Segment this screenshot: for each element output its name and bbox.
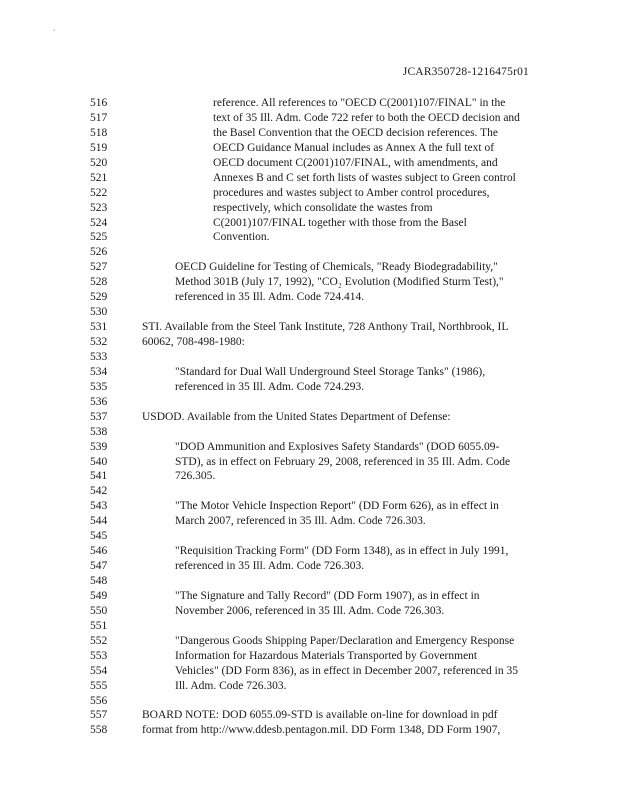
line-number: 548	[90, 575, 108, 587]
text-line	[0, 694, 619, 709]
text-line	[0, 216, 619, 231]
line-number: 544	[90, 515, 108, 528]
line-text: "Dangerous Goods Shipping Paper/Declaration and Emergency Response	[175, 634, 515, 647]
line-text: 726.305.	[175, 470, 216, 483]
text-line	[0, 455, 619, 470]
text-line	[0, 395, 619, 410]
text-line	[0, 245, 619, 260]
line-number: 526	[90, 246, 108, 259]
line-text: Annexes B and C set forth lists of wastes subject to Green control	[213, 171, 516, 184]
line-text: text of 35 Ill. Adm. Code 722 refer to both the OECD decision and	[213, 111, 520, 124]
line-text: "Requisition Tracking Form" (DD Form 1348), as in effect in July 1991,	[175, 545, 509, 558]
numbered-text-body	[0, 96, 619, 738]
line-text: BOARD NOTE: DOD 6055.09-STD is available on-line for download in pdf	[142, 709, 498, 722]
text-line	[0, 186, 619, 201]
text-line	[0, 529, 619, 544]
line-number: 552	[90, 634, 108, 647]
line-text: format from http://www.ddesb.pentagon.mil. DD Form 1348, DD Form 1907,	[142, 724, 501, 737]
line-number: 522	[90, 186, 108, 199]
line-number: 535	[90, 380, 108, 393]
text-line	[0, 126, 619, 141]
line-number: 532	[90, 336, 108, 348]
line-number: 538	[90, 425, 108, 438]
line-number: 553	[90, 649, 108, 662]
line-number: 521	[90, 171, 108, 184]
text-line	[0, 634, 619, 649]
text-line	[0, 305, 619, 320]
text-line	[0, 559, 619, 574]
text-line	[0, 111, 619, 126]
line-text: C(2001)107/FINAL together with those from the Basel	[213, 216, 467, 229]
text-line	[0, 425, 619, 440]
line-text: "Standard for Dual Wall Underground Steel Storage Tanks" (1986),	[175, 365, 486, 378]
top-left-mark: ·	[53, 26, 56, 35]
text-line	[0, 290, 619, 305]
line-text: referenced in 35 Ill. Adm. Code 724.293.	[175, 380, 365, 393]
line-number: 556	[90, 694, 108, 707]
line-number: 536	[90, 395, 108, 408]
text-line	[0, 574, 619, 589]
line-text: STI. Available from the Steel Tank Institute, 728 Anthony Trail, Northbrook, IL	[142, 321, 509, 334]
line-number: 547	[90, 560, 108, 573]
text-line	[0, 365, 619, 380]
line-number: 555	[90, 679, 108, 692]
text-line	[0, 484, 619, 499]
line-text: March 2007, referenced in 35 Ill. Adm. Code 726.303.	[175, 515, 426, 528]
line-number: 558	[90, 724, 108, 737]
text-line	[0, 604, 619, 619]
text-line	[0, 619, 619, 634]
text-line	[0, 350, 619, 365]
text-line	[0, 664, 619, 679]
line-text: Convention.	[213, 231, 270, 244]
line-number: 543	[90, 500, 108, 513]
text-line	[0, 320, 619, 335]
line-number: 516	[90, 97, 108, 109]
line-text: November 2006, referenced in 35 Ill. Adm. Code 726.303.	[175, 604, 445, 617]
line-text: OECD Guidance Manual includes as Annex A the full text of	[213, 141, 495, 154]
line-number: 528	[90, 276, 108, 289]
line-text: Method 301B (July 17, 1992), "CO₂ Evolution (Modified Sturm Test),"	[175, 276, 504, 289]
text-line	[0, 410, 619, 425]
line-number: 527	[90, 261, 108, 274]
line-text: procedures and wastes subject to Amber control procedures,	[213, 186, 490, 199]
line-number: 554	[90, 664, 108, 677]
line-text: referenced in 35 Ill. Adm. Code 724.414.	[175, 291, 365, 304]
text-line	[0, 380, 619, 395]
line-text: Information for Hazardous Materials Transported by Government	[175, 649, 478, 662]
text-line	[0, 440, 619, 455]
line-number: 520	[90, 156, 108, 169]
text-line	[0, 335, 619, 350]
line-number: 524	[90, 216, 108, 229]
line-number: 549	[90, 589, 108, 602]
text-line	[0, 723, 619, 738]
line-text: the Basel Convention that the OECD decision references. The	[213, 126, 498, 139]
line-number: 517	[90, 111, 108, 124]
line-text: Ill. Adm. Code 726.303.	[175, 679, 287, 692]
line-number: 518	[90, 126, 108, 139]
line-number: 550	[90, 604, 108, 617]
line-number: 530	[90, 306, 108, 319]
line-number: 534	[90, 365, 108, 378]
text-line	[0, 201, 619, 216]
text-line	[0, 275, 619, 290]
text-line	[0, 544, 619, 559]
line-text: "DOD Ammunition and Explosives Safety Standards" (DOD 6055.09-	[175, 440, 500, 453]
text-line	[0, 469, 619, 484]
text-line	[0, 679, 619, 694]
line-number: 529	[90, 291, 108, 304]
line-number: 523	[90, 201, 108, 214]
line-number: 531	[90, 321, 108, 334]
line-text: "The Motor Vehicle Inspection Report" (DD Form 626), as in effect in	[175, 500, 499, 513]
text-line	[0, 230, 619, 245]
line-text: respectively, which consolidate the wastes from	[213, 201, 433, 214]
line-text: 60062, 708-498-1980:	[142, 336, 245, 348]
line-number: 540	[90, 455, 108, 468]
line-number: 525	[90, 231, 108, 244]
line-number: 537	[90, 410, 108, 423]
text-line	[0, 156, 619, 171]
line-text: reference. All references to "OECD C(2001)107/FINAL" in the	[213, 97, 506, 109]
text-line	[0, 96, 619, 111]
line-number: 519	[90, 141, 108, 154]
text-line	[0, 514, 619, 529]
line-number: 557	[90, 709, 108, 722]
text-line	[0, 260, 619, 275]
text-line	[0, 499, 619, 514]
document-id-header: JCAR350728-1216475r01	[402, 66, 529, 78]
line-text: OECD document C(2001)107/FINAL, with amendments, and	[213, 156, 498, 169]
line-text: Vehicles" (DD Form 836), as in effect in December 2007, referenced in 35	[175, 664, 518, 677]
text-line	[0, 649, 619, 664]
line-text: referenced in 35 Ill. Adm. Code 726.303.	[175, 560, 365, 573]
line-number: 539	[90, 440, 108, 453]
line-text: "The Signature and Tally Record" (DD Form 1907), as in effect in	[175, 589, 480, 602]
text-line	[0, 589, 619, 604]
text-line	[0, 708, 619, 723]
line-text: USDOD. Available from the United States Department of Defense:	[142, 410, 451, 423]
line-number: 541	[90, 470, 108, 483]
line-text: OECD Guideline for Testing of Chemicals, "Ready Biodegradability,"	[175, 261, 498, 274]
line-text: STD), as in effect on February 29, 2008, referenced in 35 Ill. Adm. Code	[175, 455, 511, 468]
text-line	[0, 141, 619, 156]
line-number: 545	[90, 530, 108, 543]
line-number: 542	[90, 485, 108, 498]
line-number: 546	[90, 545, 108, 558]
line-number: 551	[90, 619, 108, 632]
text-line	[0, 171, 619, 186]
line-number: 533	[90, 350, 108, 363]
